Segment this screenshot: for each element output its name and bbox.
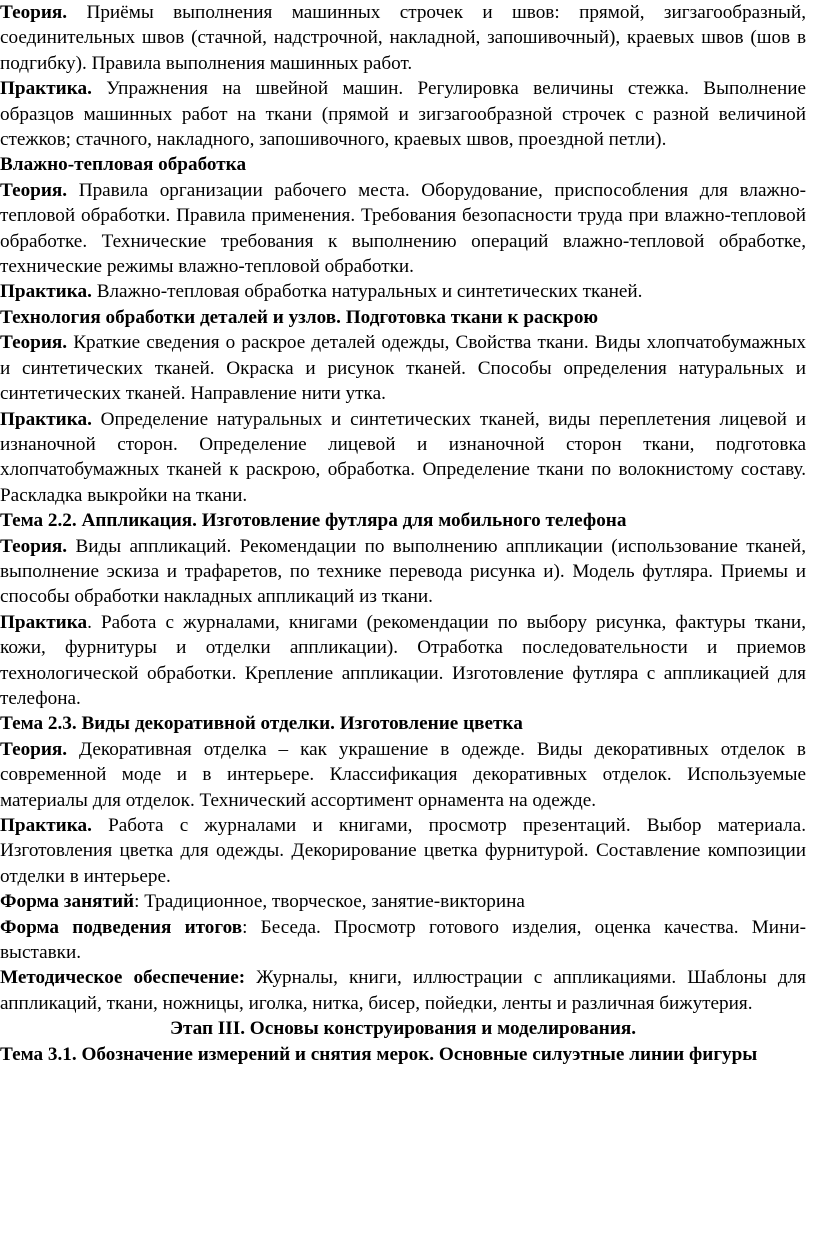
paragraph-results-form: [0, 915, 806, 966]
label-practice: Практика.: [0, 281, 92, 303]
paragraph-theory-fabric-prep: [0, 330, 806, 406]
label-lesson-form: Форма занятий: [0, 891, 135, 913]
label-results-form: Форма подведения итогов: [0, 916, 243, 938]
section-heading-topic-2-3: Тема 2.3. Виды декоративной отделки. Изготовление цветка: [0, 713, 523, 735]
paragraph-theory-applique: [0, 534, 806, 610]
paragraph-practice-machine-stitches: [0, 76, 806, 152]
paragraph-theory-decor: [0, 737, 806, 813]
label-theory: Теория.: [0, 179, 68, 201]
label-practice: Практика: [0, 611, 88, 633]
paragraph-text: Упражнения на швейной машин. Регулировка величины стежка. Выполнение образцов машинных работ на ткани (прямой и зигзагообразной строчек с разной величиной стежков; стачного, накладного, запошивочного, краевых швов, проездной петли).: [0, 78, 806, 151]
paragraph-text: Работа с журналами и книгами, просмотр презентаций. Выбор материала. Изготовления цветка для одежды. Декорирование цветка фурнитурой. Составление композиции отделки в интерьере.: [0, 815, 806, 887]
paragraph-theory-machine-stitches: [0, 0, 806, 76]
label-practice: Практика.: [0, 815, 92, 836]
section-heading-topic-3-1: Тема 3.1. Обозначение измерений и снятия мерок. Основные силуэтные линии фигуры: [0, 1043, 758, 1065]
paragraph-methodical-support: [0, 965, 806, 1016]
paragraph-practice-fabric-prep: [0, 407, 806, 509]
paragraph-text: : Традиционное, творческое, занятие-викторина: [134, 891, 525, 913]
label-methodical-support: Методическое обеспечение:: [0, 967, 246, 989]
paragraph-text: . Работа с журналами, книгами (рекомендации по выбору рисунка, фактуры ткани, кожи, фурнитуры и отделки аппликации). Отработка последовательности и приемов технологической обработки. Крепление аппликации. Изготовление футляра с аппликацией для телефона.: [0, 611, 806, 709]
label-theory: Теория.: [0, 535, 68, 557]
section-heading-wet-heat: Влажно-тепловая обработка: [0, 154, 247, 176]
section-heading-fabric-prep: Технология обработки деталей и узлов. Подготовка ткани к раскрою: [0, 306, 599, 328]
paragraph-text: Краткие сведения о раскрое деталей одежды, Свойства ткани. Виды хлопчатобумажных и синтетических тканей. Окраска и рисунок тканей. Способы определения натуральных и синтетических тканей. Направление нити утка.: [0, 332, 806, 405]
paragraph-text: Виды аппликаций. Рекомендации по выполнению аппликации (использование тканей, выполнение эскиза и трафаретов, по технике перевода рисунка и). Модель футляра. Приемы и способы обработки накладных аппликаций из ткани.: [0, 535, 806, 608]
paragraph-theory-wet-heat: [0, 178, 806, 280]
paragraph-text: : Беседа. Просмотр готового изделия, оценка качества. Мини-выставки.: [0, 916, 806, 964]
paragraph-practice-decor: [0, 813, 806, 889]
section-heading-topic-2-2: Тема 2.2. Аппликация. Изготовление футляра для мобильного телефона: [0, 510, 627, 532]
label-practice: Практика.: [0, 408, 92, 430]
paragraph-practice-wet-heat: [0, 279, 806, 304]
label-theory: Теория.: [0, 332, 68, 354]
label-practice: Практика.: [0, 78, 92, 100]
paragraph-text: Журналы, книги, иллюстрации с аппликациями. Шаблоны для аппликаций, ткани, ножницы, иголка, нитка, бисер, пойедки, ленты и различная бижутерия.: [0, 967, 807, 1014]
paragraph-text: Правила организации рабочего места. Оборудование, приспособления для влажно-тепловой обработки. Правила применения. Требования безопасности труда при влажно-тепловой обработке. Технические требования к выполнению операций влажно-тепловой обработке, технические режимы влажно-тепловой обработки.: [0, 179, 806, 278]
stage-heading-3: Этап III. Основы конструирования и моделирования.: [169, 1018, 637, 1040]
paragraph-text: Определение натуральных и синтетических тканей, виды переплетения лицевой и изнаночной сторон. Определение лицевой и изнаночной сторон ткани, подготовка хлопчатобумажных тканей к раскрою, обработка. Определение ткани по волокнистому составу. Раскладка выкройки на ткани.: [0, 408, 806, 506]
paragraph-lesson-form: [0, 889, 806, 914]
paragraph-text: Приёмы выполнения машинных строчек и швов: прямой, зигзагообразный, соединительных швов (стачной, надстрочной, накладной, запошивочный), краевых швов (шов в подгибку). Правила выполнения машинных работ.: [0, 2, 806, 74]
paragraph-text: Декоративная отделка – как украшение в одежде. Виды декоративных отделок в современной моде и в интерьере. Классификация декоративных отделок. Используемые материалы для отделок. Технический ассортимент орнамента на одежде.: [0, 738, 806, 811]
paragraph-practice-applique: [0, 610, 806, 712]
label-theory: Теория.: [0, 2, 68, 23]
paragraph-text: Влажно-тепловая обработка натуральных и синтетических тканей.: [91, 281, 643, 303]
label-theory: Теория.: [0, 738, 68, 760]
